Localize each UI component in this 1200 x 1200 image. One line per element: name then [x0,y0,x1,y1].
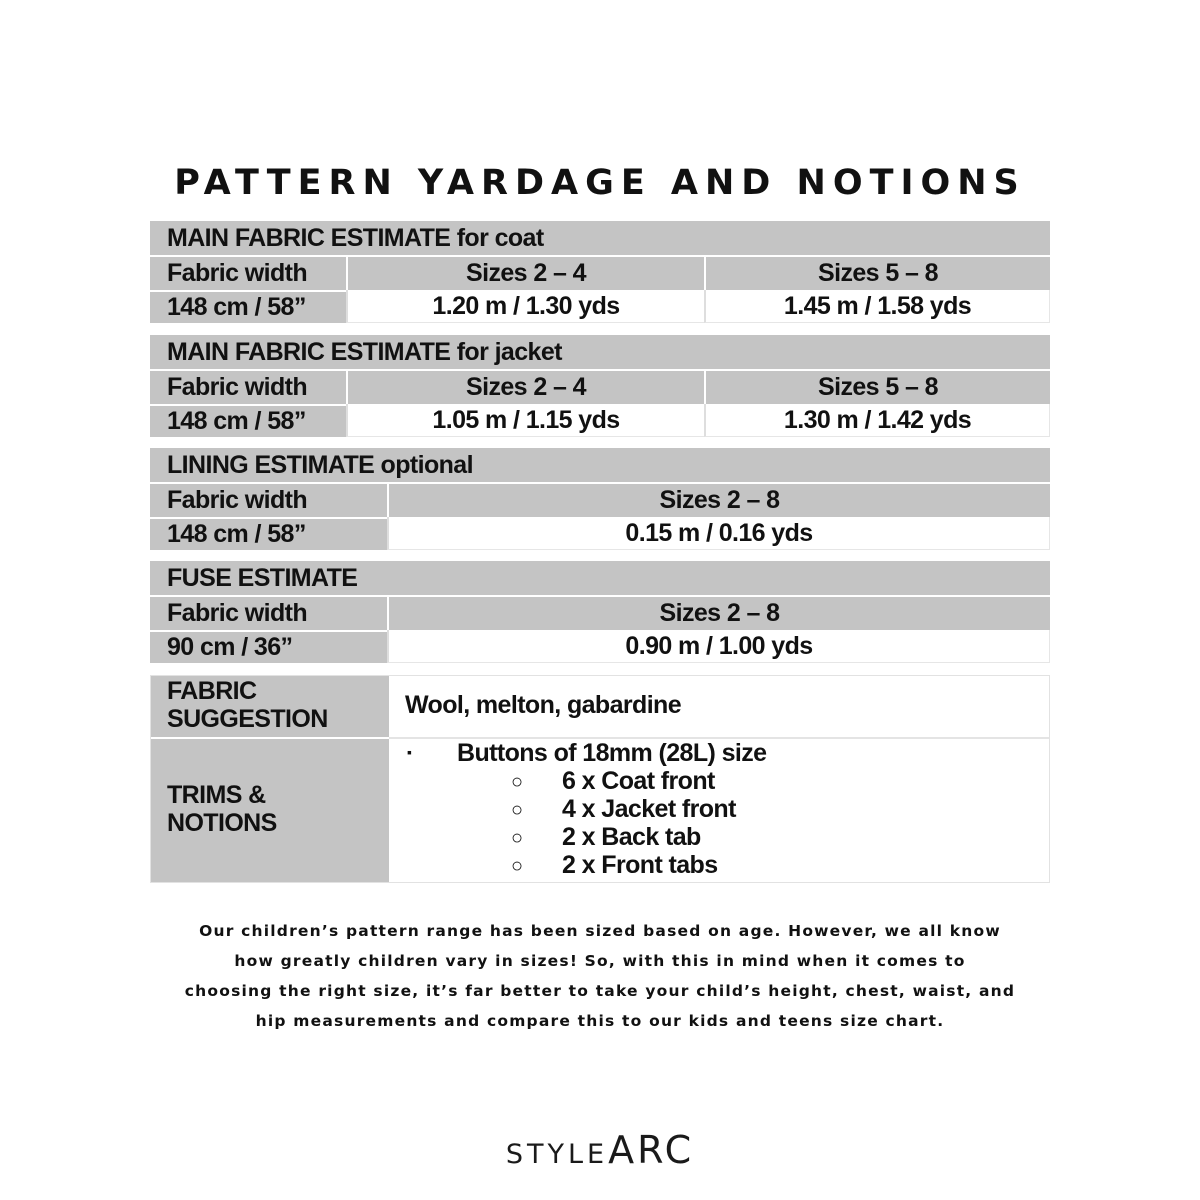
trims-sub-item: 4 x Jacket front [562,795,736,823]
brand-logo [0,1128,1200,1172]
column-header-fabric-width: Fabric width [167,486,308,514]
table-header-row [150,369,1050,404]
yardage-sizes-5-8: 1.30 m / 1.42 yds [704,404,1050,437]
circle-bullet-icon: ○ [511,855,524,877]
lining-table [150,448,1050,549]
trims-main-item: Buttons of 18mm (28L) size [457,739,767,767]
trims-sub-item: 2 x Back tab [562,823,701,851]
column-header-sizes-2-4: Sizes 2 – 4 [346,257,704,290]
circle-bullet-icon: ○ [511,799,524,821]
jacket-fabric-table [150,335,1050,436]
fabric-width-value: 90 cm / 36” [150,630,387,663]
table-header-row [150,595,1050,630]
fabric-suggestion-label-line2: SUGGESTION [167,705,328,733]
table-heading: FUSE ESTIMATE [167,563,358,592]
fabric-width-value: 148 cm / 58” [150,517,387,550]
yardage-sizes-2-4: 1.05 m / 1.15 yds [346,404,704,437]
yardage-sizes-5-8: 1.45 m / 1.58 yds [704,290,1050,323]
table-heading-row [150,335,1050,369]
trims-sub-item: 6 x Coat front [562,767,715,795]
square-bullet-icon: ▪ [407,744,412,760]
trims-sub-item: 2 x Front tabs [562,851,718,879]
column-header-fabric-width: Fabric width [167,599,308,627]
fuse-table [150,561,1050,662]
coat-fabric-table [150,221,1050,322]
table-heading: MAIN FABRIC ESTIMATE for coat [167,223,544,252]
table-heading-row [150,561,1050,595]
column-header-sizes-2-8: Sizes 2 – 8 [387,597,1050,630]
table-row [150,517,1050,550]
table-row [150,290,1050,323]
table-heading-row [150,221,1050,255]
table-heading: MAIN FABRIC ESTIMATE for jacket [167,337,562,366]
column-header-sizes-2-8: Sizes 2 – 8 [387,484,1050,517]
column-header-sizes-5-8: Sizes 5 – 8 [704,371,1050,404]
column-header-sizes-2-4: Sizes 2 – 4 [346,371,704,404]
circle-bullet-icon: ○ [511,771,524,793]
yardage-sizes-2-8: 0.90 m / 1.00 yds [387,630,1050,663]
column-header-fabric-width: Fabric width [167,259,308,287]
sizing-note-line: Our children’s pattern range has been sized based on age. However, we all know [199,922,1001,940]
sizing-note-line: hip measurements and compare this to our kids and teens size chart. [255,1012,945,1030]
table-row [150,630,1050,663]
sizing-note [150,916,1050,1036]
trims-label-line2: NOTIONS [167,809,277,837]
yardage-sizes-2-4: 1.20 m / 1.30 yds [346,290,704,323]
logo-arc: ARC [608,1128,695,1172]
logo-style: STYLE [505,1139,609,1170]
table-heading-row [150,448,1050,482]
column-header-sizes-5-8: Sizes 5 – 8 [704,257,1050,290]
table-row [150,404,1050,437]
sizing-note-line: choosing the right size, it’s far better to take your child’s height, chest, waist, and [184,982,1016,1000]
table-heading: LINING ESTIMATE optional [167,450,473,479]
column-header-fabric-width: Fabric width [167,373,308,401]
trims-label-line1: TRIMS & [167,781,266,809]
sizing-note-line: how greatly children vary in sizes! So, with this in mind when it comes to [234,952,966,970]
table-header-row [150,482,1050,517]
table-header-row [150,255,1050,290]
row-divider-label [151,737,389,739]
fabric-suggestion-label-line1: FABRIC [167,677,257,705]
circle-bullet-icon: ○ [511,827,524,849]
fabric-suggestion-value: Wool, melton, gabardine [405,691,682,719]
fabric-width-value: 148 cm / 58” [150,290,346,323]
page-title: PATTERN YARDAGE AND NOTIONS [174,163,1026,203]
yardage-sizes-2-8: 0.15 m / 0.16 yds [387,517,1050,550]
fabric-width-value: 148 cm / 58” [150,404,346,437]
fabric-and-trims-table [150,675,1050,883]
